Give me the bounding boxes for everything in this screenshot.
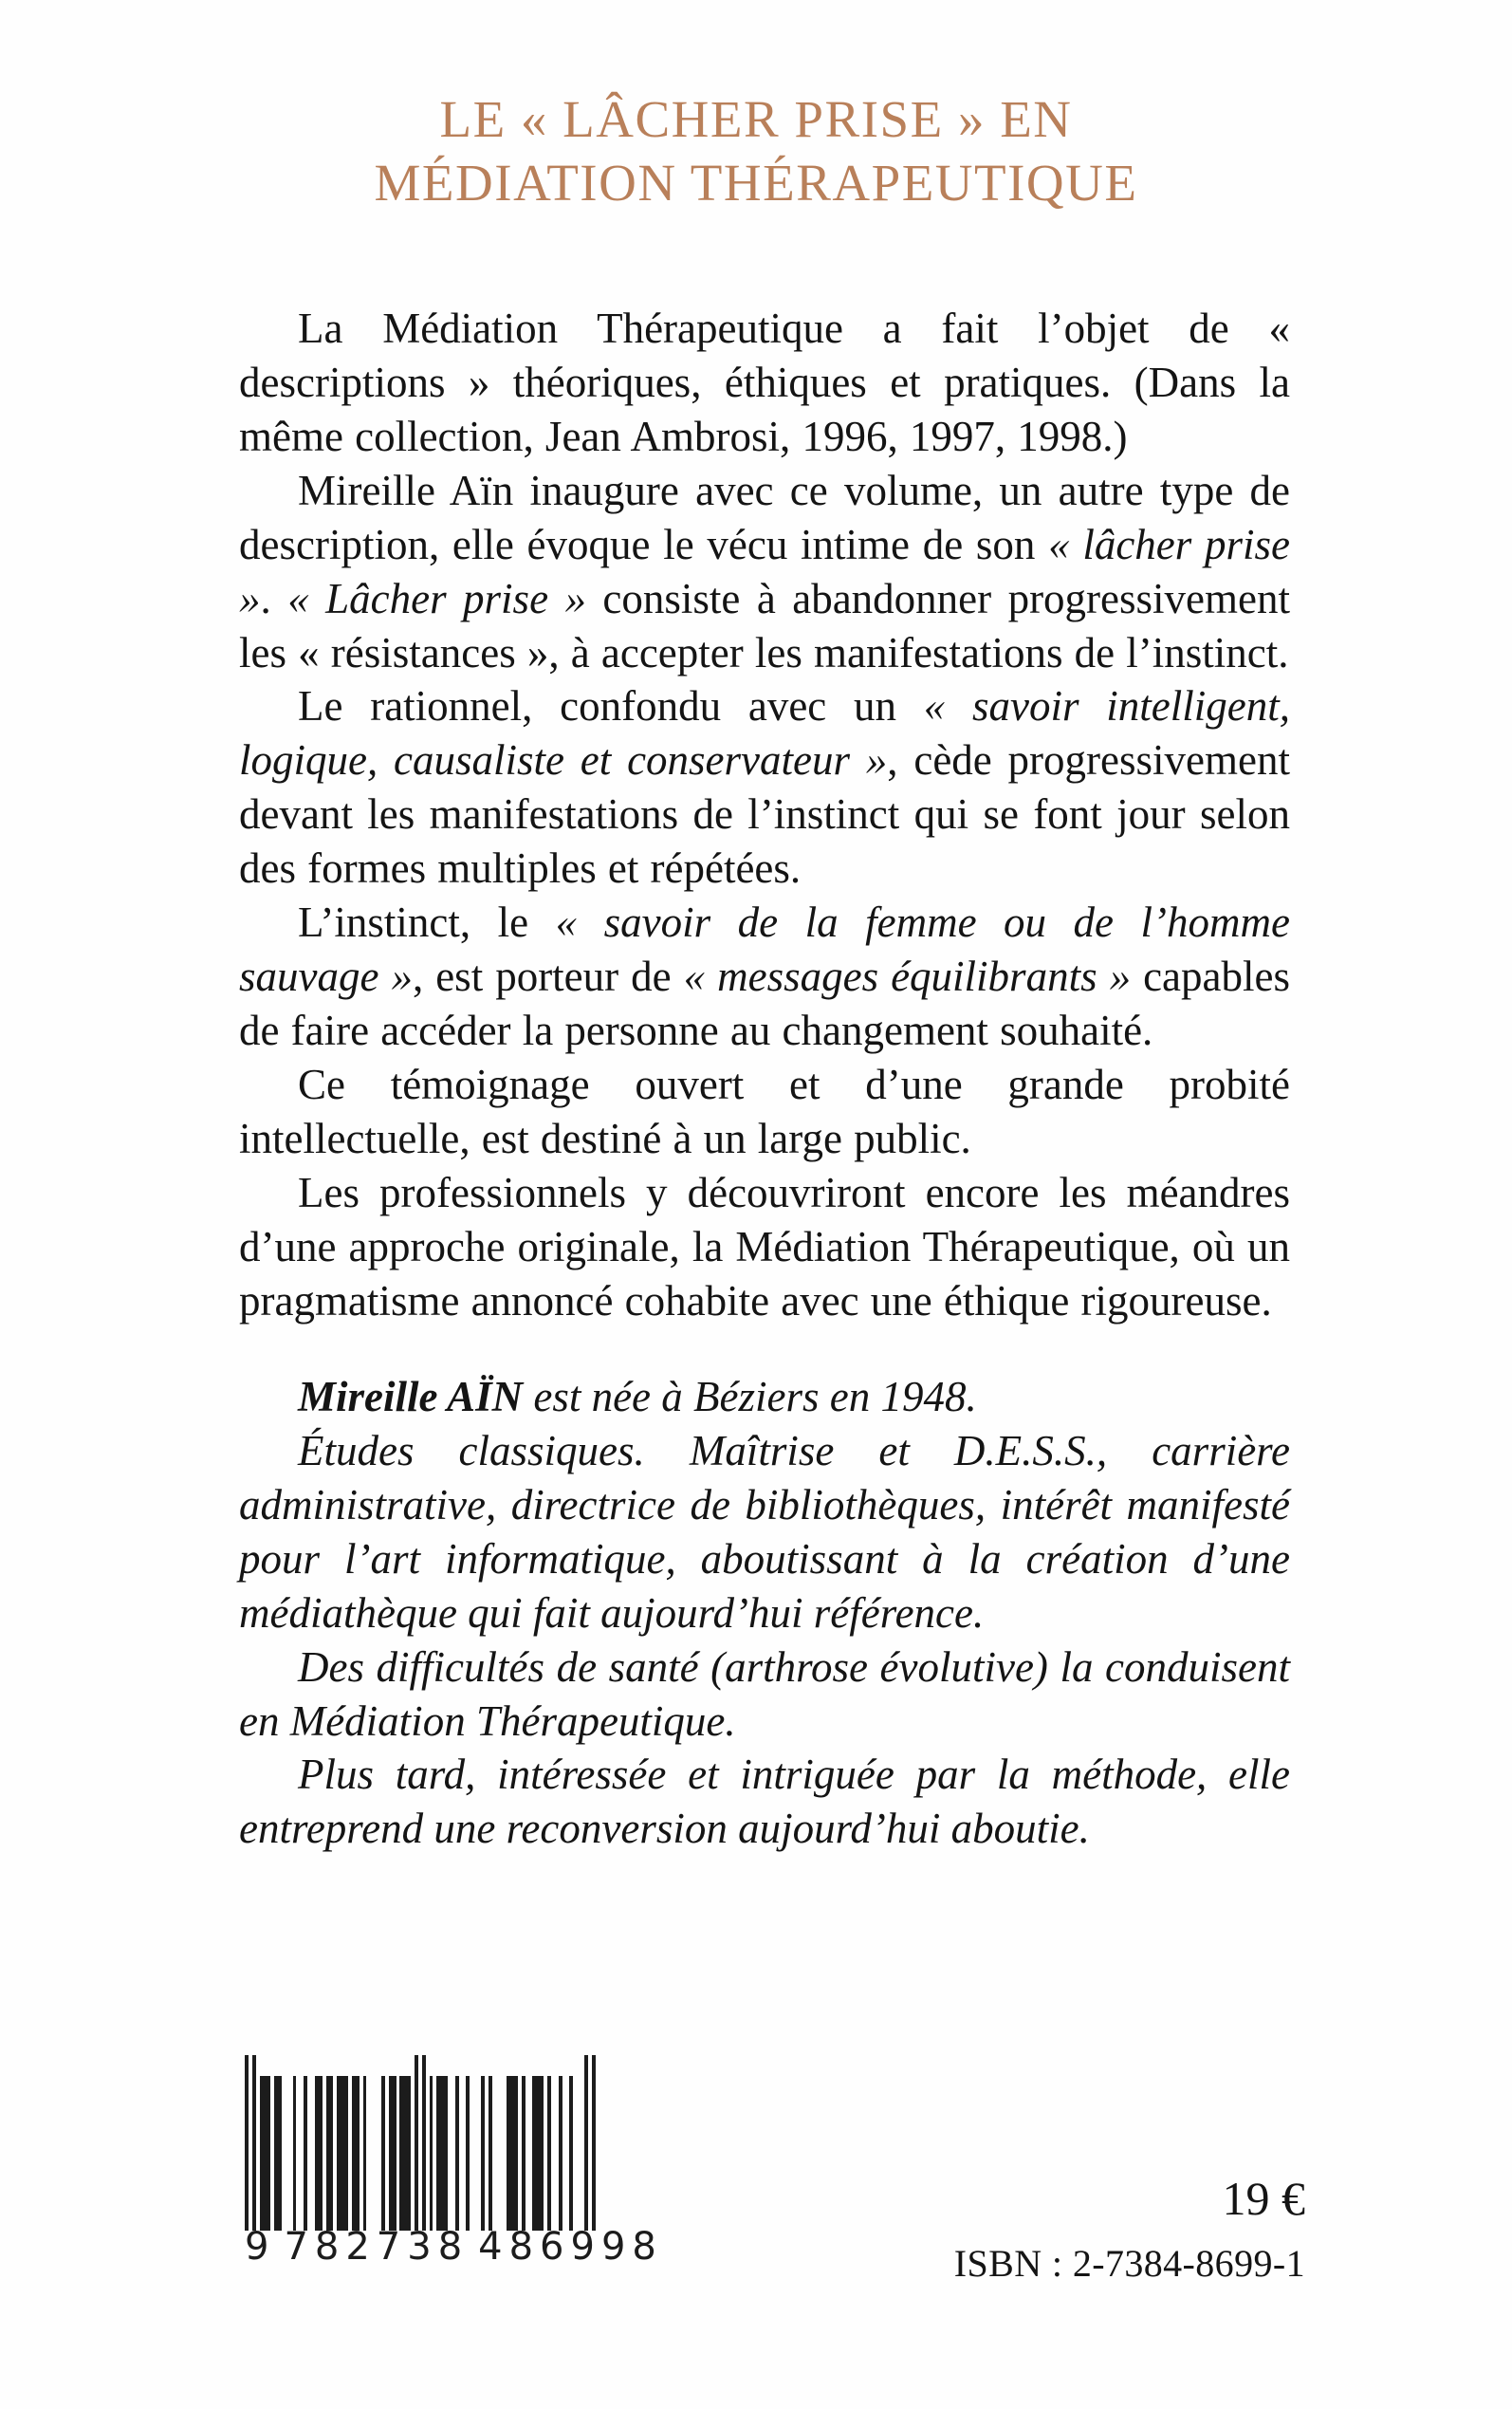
title-line-1: LE « LÂCHER PRISE » EN — [439, 90, 1073, 148]
blurb-paragraph: Mireille Aïn inaugure avec ce volume, un autre type de description, elle évoque le vécu intime de son « lâcher prise ». « Lâcher prise » consiste à abandonner progressivement les « résistances », à accepter les manifestations de l’instinct. — [239, 466, 1290, 676]
blurb-paragraph: Ce témoignage ouvert et d’une grande probité intellectuelle, est destiné à un large public. — [239, 1060, 1290, 1162]
page-title — [0, 87, 1512, 214]
barcode-digits — [245, 2225, 663, 2269]
blurb-paragraph: La Médiation Thérapeutique a fait l’objet de « descriptions » théoriques, éthiques et pratiques. (Dans la même collection, Jean Ambrosi, 1996, 1997, 1998.) — [239, 305, 1290, 460]
barcode-bars-icon — [245, 2055, 596, 2231]
barcode-lead-digit: 9 — [245, 2225, 271, 2269]
blurb-paragraph: Les professionnels y découvriront encore les méandres d’une approche originale, la Médiation Thérapeutique, où un pragmatisme annoncé cohabite avec une éthique rigoureuse. — [239, 1168, 1290, 1325]
title-line-2: MÉDIATION THÉRAPEUTIQUE — [374, 154, 1138, 213]
ean13-barcode — [245, 2055, 663, 2269]
bio-paragraph: Des difficultés de santé (arthrose évolutive) la conduisent en Médiation Thérapeutique. — [239, 1642, 1290, 1745]
bio-paragraph: Études classiques. Maîtrise et D.E.S.S., carrière administrative, directrice de bibliothèques, intérêt manifesté pour l’art informatique, aboutissant à la création d’une médiathèque qui fait aujourd’hui référence. — [239, 1426, 1290, 1637]
isbn-label: ISBN : 2-7384-8699-1 — [953, 2242, 1305, 2285]
barcode-right-group: 486998 — [478, 2225, 663, 2269]
author-bio — [239, 1370, 1290, 1856]
price-label: 19 € — [1222, 2172, 1305, 2225]
blurb-paragraph: Le rationnel, confondu avec un « savoir intelligent, logique, causaliste et conservateur », cède progressivement devant les manifestations de l’instinct qui se font jour selon des formes multiples et répétées. — [239, 682, 1290, 893]
bio-paragraph: Plus tard, intéressée et intriguée par la méthode, elle entreprend une reconversion aujourd’hui aboutie. — [239, 1751, 1290, 1853]
blurb-text — [239, 302, 1290, 1328]
barcode-left-group: 782738 — [284, 2225, 470, 2269]
bio-paragraph: Mireille AÏN est née à Béziers en 1948. — [298, 1373, 977, 1420]
blurb-paragraph: L’instinct, le « savoir de la femme ou de l’homme sauvage », est porteur de « messages équilibrants » capables de faire accéder la personne au changement souhaité. — [239, 899, 1290, 1054]
